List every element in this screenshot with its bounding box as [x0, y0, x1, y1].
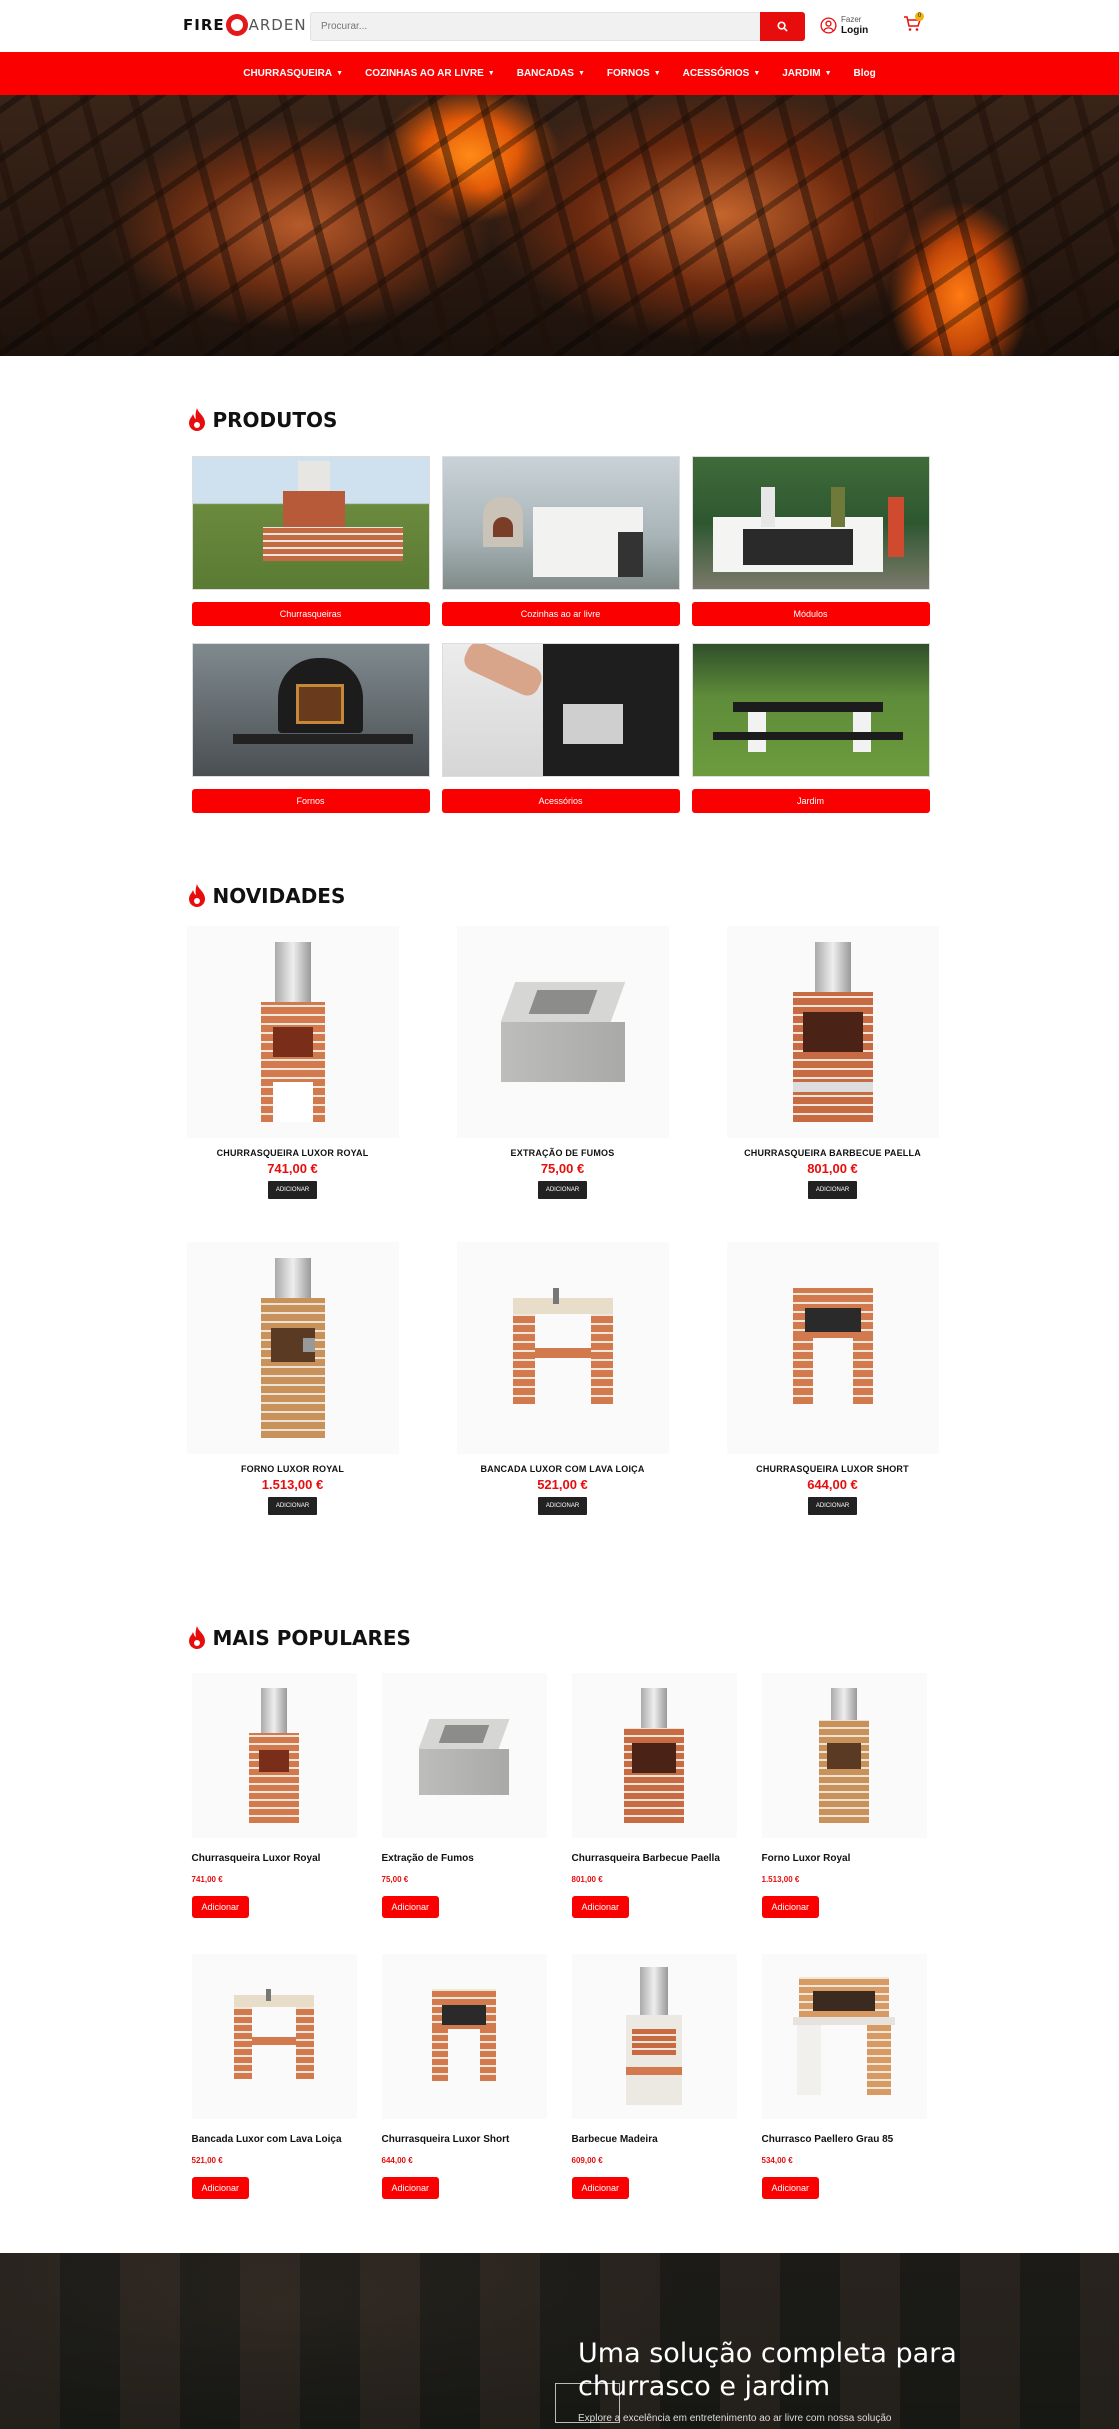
category-image-cozinhas[interactable]	[442, 456, 680, 590]
nav-label: COZINHAS AO AR LIVRE	[365, 68, 484, 79]
product-card	[192, 1673, 357, 1918]
product-image[interactable]	[192, 1954, 357, 2119]
product-card	[762, 1673, 927, 1918]
nav-item-churrasqueira[interactable]	[243, 68, 343, 79]
category-card	[442, 456, 680, 626]
add-to-cart-button[interactable]: ADICIONAR	[538, 1181, 587, 1199]
product-name[interactable]: CHURRASQUEIRA LUXOR SHORT	[756, 1464, 909, 1474]
product-price: 801,00 €	[571, 1875, 603, 1884]
product-name[interactable]: Churrasqueira Luxor Short	[381, 2134, 510, 2145]
populares-title: MAIS POPULARES	[212, 1626, 411, 1650]
product-image[interactable]	[192, 1673, 357, 1838]
hero-banner-image	[0, 95, 1119, 356]
product-card	[727, 1242, 939, 1515]
site-header	[0, 0, 1119, 52]
chevron-down-icon: ▼	[824, 70, 832, 77]
nav-label: Blog	[853, 68, 876, 79]
category-image-jardim[interactable]	[692, 643, 930, 777]
category-card	[692, 643, 930, 813]
product-image[interactable]	[382, 1673, 547, 1838]
nav-label: ACESSÓRIOS	[682, 68, 750, 79]
product-image[interactable]	[382, 1954, 547, 2119]
product-price: 741,00 €	[267, 1161, 318, 1176]
product-name[interactable]: Churrasco Paellero Grau 85	[761, 2134, 894, 2145]
nav-item-fornos[interactable]	[607, 68, 661, 79]
product-image[interactable]	[187, 926, 399, 1138]
product-name[interactable]: Churrasqueira Luxor Royal	[191, 1853, 321, 1864]
product-price: 521,00 €	[537, 1477, 588, 1492]
flame-icon	[187, 1625, 207, 1651]
category-button-fornos[interactable]: Fornos	[192, 789, 430, 813]
product-card	[382, 1954, 547, 2199]
login-link[interactable]	[820, 14, 868, 36]
logo[interactable]	[183, 14, 307, 36]
product-price: 609,00 €	[571, 2156, 603, 2165]
product-price: 741,00 €	[191, 1875, 223, 1884]
logo-ring-icon	[226, 14, 248, 36]
product-card	[727, 926, 939, 1199]
add-to-cart-button[interactable]: Adicionar	[192, 2177, 250, 2199]
product-price: 534,00 €	[761, 2156, 793, 2165]
product-image[interactable]	[187, 1242, 399, 1454]
section-title	[187, 407, 933, 433]
user-icon	[820, 17, 837, 34]
novidades-section	[187, 830, 933, 1558]
product-card	[192, 1954, 357, 2199]
chevron-down-icon: ▼	[336, 70, 344, 77]
category-image-churrasqueiras[interactable]	[192, 456, 430, 590]
category-button-jardim[interactable]: Jardim	[692, 789, 930, 813]
category-card	[692, 456, 930, 626]
product-name[interactable]: Bancada Luxor com Lava Loiça	[191, 2134, 342, 2145]
add-to-cart-button[interactable]: ADICIONAR	[268, 1497, 317, 1515]
category-button-churrasqueiras[interactable]: Churrasqueiras	[192, 602, 430, 626]
nav-label: BANCADAS	[516, 68, 574, 79]
search-input[interactable]	[311, 13, 751, 40]
produtos-section	[187, 356, 933, 830]
product-price: 521,00 €	[191, 2156, 223, 2165]
category-button-cozinhas[interactable]: Cozinhas ao ar livre	[442, 602, 680, 626]
product-name[interactable]: EXTRAÇÃO DE FUMOS	[510, 1148, 615, 1158]
flame-icon	[187, 407, 207, 433]
login-label: Login	[841, 25, 869, 36]
nav-label: CHURRASQUEIRA	[243, 68, 333, 79]
product-card	[572, 1954, 737, 2199]
product-name[interactable]: BANCADA LUXOR COM LAVA LOIÇA	[480, 1464, 645, 1474]
bottom-hero-subtitle: Explore a excelência em entretenimento ao ar livre com nossa solução	[578, 2413, 892, 2424]
logo-garden-text: ARDEN	[248, 16, 307, 34]
add-to-cart-button[interactable]: Adicionar	[572, 2177, 630, 2199]
product-name[interactable]: Barbecue Madeira	[571, 2134, 658, 2145]
product-card	[187, 1242, 399, 1515]
product-name[interactable]: Extração de Fumos	[381, 1853, 474, 1864]
add-to-cart-button[interactable]: ADICIONAR	[808, 1497, 857, 1515]
grill-marks-texture	[0, 95, 1119, 356]
nav-label: JARDIM	[782, 68, 821, 79]
flame-icon	[187, 883, 207, 909]
product-image[interactable]	[762, 1954, 927, 2119]
add-to-cart-button[interactable]: Adicionar	[572, 1896, 630, 1918]
category-card	[192, 456, 430, 626]
category-button-acessorios[interactable]: Acessórios	[442, 789, 680, 813]
product-name[interactable]: CHURRASQUEIRA BARBECUE PAELLA	[744, 1148, 921, 1158]
product-price: 801,00 €	[807, 1161, 858, 1176]
add-to-cart-button[interactable]: Adicionar	[762, 1896, 820, 1918]
chevron-down-icon: ▼	[577, 70, 585, 77]
category-grid	[192, 456, 933, 830]
nav-item-cozinhas[interactable]	[365, 68, 495, 79]
chevron-down-icon: ▼	[753, 70, 761, 77]
novidades-grid	[187, 926, 933, 1558]
search-icon	[777, 21, 788, 32]
product-image[interactable]	[762, 1673, 927, 1838]
product-card	[382, 1673, 547, 1918]
nav-item-jardim[interactable]	[782, 68, 831, 79]
category-image-modulos[interactable]	[692, 456, 930, 590]
product-card	[457, 926, 669, 1199]
product-price: 644,00 €	[381, 2156, 413, 2165]
logo-fire-text: FIRE	[183, 16, 225, 34]
search-bar	[310, 12, 805, 41]
chevron-down-icon: ▼	[653, 70, 661, 77]
search-button[interactable]	[760, 12, 805, 41]
section-title	[187, 883, 933, 909]
product-card	[762, 1954, 927, 2199]
product-name[interactable]: FORNO LUXOR ROYAL	[240, 1464, 345, 1474]
product-price: 75,00 €	[381, 1875, 409, 1884]
nav-item-acessorios[interactable]	[683, 68, 761, 79]
main-nav	[0, 52, 1119, 95]
bottom-hero-title: Uma solução completa para churrasco e jardim	[578, 2338, 957, 2402]
product-image[interactable]	[572, 1673, 737, 1838]
product-name[interactable]: CHURRASQUEIRA LUXOR ROYAL	[216, 1148, 369, 1158]
product-price: 75,00 €	[540, 1161, 585, 1176]
bottom-hero-banner	[0, 2253, 1119, 2429]
product-image[interactable]	[727, 1242, 939, 1454]
product-card	[187, 926, 399, 1199]
category-card	[192, 643, 430, 813]
product-card	[457, 1242, 669, 1515]
chevron-down-icon: ▼	[487, 70, 495, 77]
category-image-acessorios[interactable]	[442, 643, 680, 777]
populares-grid	[192, 1673, 933, 2235]
add-to-cart-button[interactable]: ADICIONAR	[268, 1181, 317, 1199]
cart-count-badge: 0	[915, 12, 924, 21]
category-image-fornos[interactable]	[192, 643, 430, 777]
nav-item-blog[interactable]	[854, 68, 876, 79]
product-price: 644,00 €	[807, 1477, 858, 1492]
add-to-cart-button[interactable]: Adicionar	[382, 1896, 440, 1918]
product-image[interactable]	[572, 1954, 737, 2119]
product-price: 1.513,00 €	[261, 1477, 324, 1492]
category-button-modulos[interactable]: Módulos	[692, 602, 930, 626]
product-name[interactable]: Churrasqueira Barbecue Paella	[571, 1853, 720, 1864]
section-title	[187, 1625, 933, 1651]
nav-label: FORNOS	[606, 68, 650, 79]
novidades-title: NOVIDADES	[212, 884, 346, 908]
nav-item-bancadas[interactable]	[517, 68, 585, 79]
populares-section	[187, 1558, 933, 2235]
product-image[interactable]	[457, 926, 669, 1138]
product-image[interactable]	[727, 926, 939, 1138]
product-price: 1.513,00 €	[761, 1875, 800, 1884]
add-to-cart-button[interactable]: Adicionar	[192, 1896, 250, 1918]
login-small-label: Fazer	[841, 15, 862, 24]
add-to-cart-button[interactable]: ADICIONAR	[808, 1181, 857, 1199]
add-to-cart-button[interactable]: Adicionar	[382, 2177, 440, 2199]
category-card	[442, 643, 680, 813]
product-image[interactable]	[457, 1242, 669, 1454]
add-to-cart-button[interactable]: Adicionar	[762, 2177, 820, 2199]
product-name[interactable]: Forno Luxor Royal	[761, 1853, 851, 1864]
product-card	[572, 1673, 737, 1918]
produtos-title: PRODUTOS	[212, 408, 338, 432]
cart-button[interactable]	[903, 13, 922, 37]
add-to-cart-button[interactable]: ADICIONAR	[538, 1497, 587, 1515]
